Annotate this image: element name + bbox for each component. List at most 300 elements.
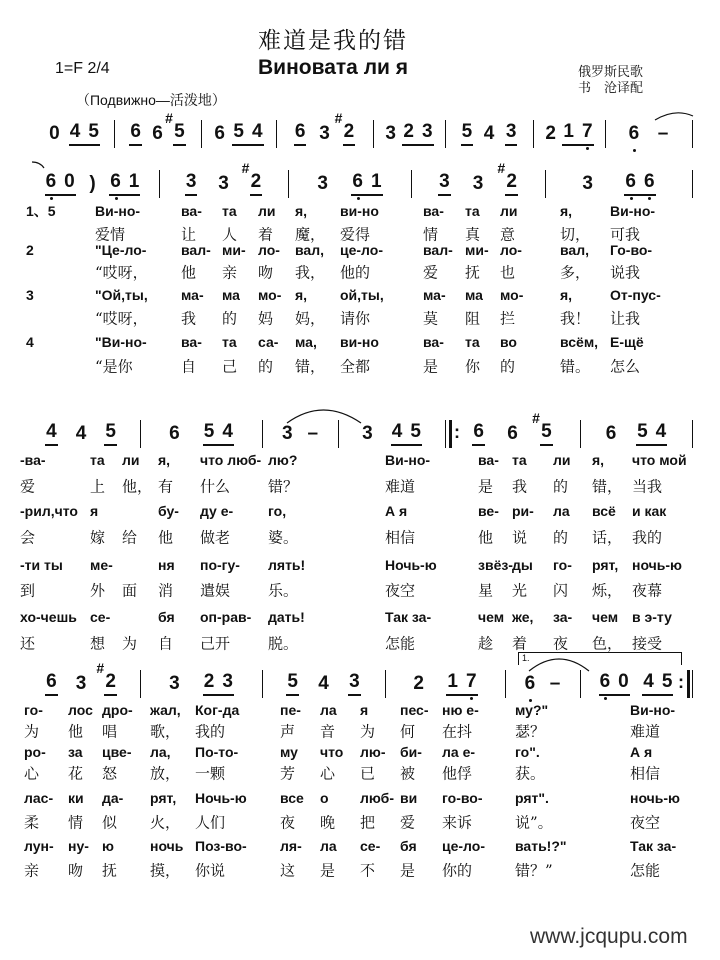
lyric-chinese: 情 [423,225,439,244]
lyric-chinese: 摸， [150,861,181,880]
lyric-russian: ночь [150,838,184,854]
measure [379,120,439,146]
key-time-signature: 1=F 2/4 [55,60,110,77]
note-group [45,172,76,196]
lyric-russian: ночь-ю [632,557,683,573]
lyric-chinese: 不 [360,861,376,880]
lyric-russian: се- [90,609,111,625]
note-group [361,424,374,446]
lyric-russian: ли [258,203,276,219]
barline [114,120,115,148]
note-group [506,424,519,446]
barline [262,670,263,698]
lyric-chinese: 抚 [465,263,481,282]
lyric-chinese: 来诉 [442,813,473,832]
lyric-chinese: 柔 [24,813,40,832]
note: 3 [582,173,593,194]
lyric-russian: бя [158,609,175,625]
note: 3 [281,423,293,444]
lyric-russian: ма, [295,334,317,350]
note: 3 [472,173,484,194]
note: 3 [169,673,180,694]
note-group [472,422,485,446]
measure [451,120,527,146]
lyric-chinese: 人们 [195,813,226,832]
lyric-russian: оп-рав- [200,609,252,625]
lyric-chinese: 让 [181,225,197,244]
note-group [605,424,618,446]
lyric-chinese: 这 [280,861,296,880]
lyric-russian: "Це-ло- [95,242,147,258]
lyric-russian: ма- [181,287,204,303]
note: 1 [371,171,382,192]
lyric-chinese: 他俘 [442,764,473,783]
lyric-chinese: 声 [280,722,296,741]
lyric-russian: же, [512,609,534,625]
note: 6 [45,171,57,192]
note: 5 [410,421,421,442]
lyric-chinese: 你说 [195,861,226,880]
lyric-russian: се- [360,838,381,854]
note: 5 # [532,410,552,442]
lyric-russian: пе- [280,702,301,718]
barline [338,420,339,448]
note: 6 [524,673,536,694]
note: 4 [655,421,667,442]
lyric-chinese: 色， [592,634,623,653]
note-group [402,122,433,146]
tempo-marking: （Подвижно—活泼地） [76,92,226,108]
measure [511,670,574,696]
lyric-chinese: 相信 [630,764,661,783]
measure [207,120,270,146]
lyric-russian: ой,ты, [340,287,384,303]
measure [344,420,439,446]
lyric-russian: ва- [478,452,499,468]
barline [445,120,446,148]
lyric-chinese: 你 [465,357,481,376]
lyric-russian: я, [295,287,308,303]
measure [268,670,379,696]
sharp-sign: # [165,110,173,126]
verse-number: 3 [26,287,34,303]
lyric-chinese: 嫁 [90,528,106,547]
note-group [165,110,186,146]
lyric-chinese: 是 [400,861,416,880]
lyric-chinese: 什么 [200,477,231,496]
lyric-russian: Ночь-ю [195,790,247,806]
lyric-chinese: 抚 [102,861,118,880]
note: 5 [105,421,116,442]
lyric-russian: лун- [24,838,54,854]
note-group [203,422,234,446]
lyric-russian: что [320,744,344,760]
lyric-russian: чем [592,609,619,625]
lyric-russian: ва- [181,334,202,350]
barline [140,670,141,698]
lyric-chinese: 消 [158,581,174,600]
note: 2 # [241,160,262,192]
lyric-russian: Ви-но- [385,452,431,468]
lyric-chinese: 的 [258,357,274,376]
note: 2 # [96,660,116,692]
lyric-russian: та [512,452,527,468]
lyric-russian: го- [553,557,572,573]
lyric-russian: А я [385,503,408,519]
measure [32,170,153,196]
note: 6 [169,423,180,444]
note: 4 [222,421,233,442]
note-group [45,422,58,446]
lyric-chinese: 切， [560,225,591,244]
note-group [168,674,181,696]
lyric-russian: бу- [158,503,179,519]
note: 3 [222,671,233,692]
note-group [45,672,58,696]
lyric-russian: та [222,334,237,350]
measure [40,120,108,146]
lyric-chinese: 星 [478,581,494,600]
lyric-chinese: 吻 [258,263,274,282]
note: 6 [605,423,617,444]
note-group [185,172,198,196]
note: 4 [318,673,329,694]
measure [268,420,332,446]
note-group [317,674,330,696]
lyric-russian: да- [102,790,124,806]
lyric-chinese: 已 [360,764,376,783]
lyric-russian: ли [122,452,140,468]
lyric-chinese: 外 [90,581,106,600]
lyric-chinese: 夜幕 [632,581,663,600]
lyric-chinese: 光 [512,581,528,600]
lyric-russian: По-то- [195,744,239,760]
lyric-chinese: 把 [360,813,376,832]
lyric-chinese: 阻 [465,309,481,328]
lyric-chinese: 趁 [478,634,494,653]
lyric-chinese: 给 [122,528,138,547]
lyric-chinese: 让我 [610,309,641,328]
barline [201,120,202,148]
note: 6 [644,171,655,192]
note: 0 [64,171,75,192]
tie-arc-continuation [32,160,46,170]
lyric-russian: ла е- [442,744,476,760]
lyric-chinese: 遣娱 [200,581,231,600]
note: 4 [75,423,87,444]
note-group [96,660,117,696]
note-group [168,424,181,446]
lyric-russian: за [68,744,83,760]
lyric-chinese: 全都 [340,357,371,376]
note-group [562,122,593,146]
lyric-chinese: 着 [512,634,528,653]
repeat-dots: : [678,672,684,692]
lyric-chinese: 的 [553,477,569,496]
lyric-russian: цве- [102,744,132,760]
lyric-chinese: 似 [102,813,118,832]
lyric-chinese: 到 [20,581,36,600]
lyric-chinese: 爱 [400,813,416,832]
note: 7 [582,121,593,142]
lyric-chinese: 脱。 [268,634,299,653]
lyric-russian: це-ло- [442,838,485,854]
note-group [318,124,331,146]
note-group [69,122,100,146]
note: 5 [461,121,473,142]
note: – [657,123,669,144]
lyric-chinese: 花 [68,764,84,783]
lyric-chinese: 说我 [610,263,641,282]
note-group [505,122,518,146]
lyric-chinese: 上 [90,477,106,496]
note: 4 [483,123,495,144]
lyric-chinese: 情 [68,813,84,832]
note: 6 [46,671,57,692]
lyric-chinese: 的 [222,309,238,328]
measure [417,160,539,196]
sharp-sign: # [497,160,506,176]
lyric-chinese: 难道 [630,722,661,741]
lyric-chinese: 何 [400,722,416,741]
lyric-chinese: 相信 [385,528,416,547]
note-group [213,124,226,146]
lyric-chinese: 我 [512,477,528,496]
barline [159,170,160,198]
note: 2 [403,121,414,142]
lyric-chinese: 他 [158,528,174,547]
lyric-chinese: 怎么 [610,357,641,376]
lyric-russian: ду е- [200,503,234,519]
lyric-chinese: 放， [150,764,181,783]
lyric-russian: всё [592,503,616,519]
note-group [348,672,361,696]
note-group [75,424,88,446]
lyric-russian: Поз-во- [195,838,247,854]
measure [294,170,405,196]
measure [391,670,499,696]
note-group [391,422,422,446]
lyric-russian: мо- [500,287,524,303]
note-group [446,672,477,696]
barline [580,420,581,448]
lyric-russian: -ва- [20,452,46,468]
barline [692,420,693,448]
lyric-chinese: 一颗 [195,764,226,783]
lyric-chinese: 己开 [200,634,231,653]
note: 4 [643,671,654,692]
measure [282,110,367,146]
note-group [438,172,451,196]
lyric-russian: ва- [423,334,444,350]
lyric-chinese: 爱 [20,477,36,496]
note: – [549,673,561,694]
lyric-russian: ви-но [340,203,379,219]
lyric-russian: го- [24,702,43,718]
lyric-chinese: 吻 [68,861,84,880]
note-group [316,174,329,196]
lyric-chinese: 面 [122,581,138,600]
note-group [48,124,61,146]
lyric-chinese: 闪 [553,581,569,600]
credit-origin: 俄罗斯民歌 [578,64,644,79]
lyric-chinese: 怒 [102,764,118,783]
lyric-chinese: 乐。 [268,581,299,600]
measure [551,170,686,196]
barline [533,120,534,148]
lyric-chinese: 婆。 [268,528,299,547]
lyric-russian: я, [158,452,171,468]
note-group [104,422,117,446]
lyric-russian: "Ой,ты, [95,287,148,303]
lyric-chinese: 获。 [515,764,546,783]
lyric-chinese: 魔， [295,225,326,244]
lyric-chinese: 多， [560,263,591,282]
barline [276,120,277,148]
barline [505,670,506,698]
sharp-sign: # [532,410,540,426]
lyric-chinese: 话， [592,528,623,547]
verse-number: 1、5 [26,203,56,219]
lyric-russian: рят, [150,790,177,806]
note-group [636,422,667,446]
lyric-russian: -ти ты [20,557,63,573]
repeat-dots: : [454,422,460,442]
lyric-chinese: “哎呀， [95,263,148,282]
lyric-russian: ви-но [340,334,379,350]
lyric-russian: Ког-да [195,702,240,718]
lyric-russian: ды [512,557,533,573]
note: 6 [625,171,636,192]
measure [611,120,686,146]
note-group [232,122,263,146]
lyric-chinese: 会 [20,528,36,547]
note: 3 [349,671,360,692]
note-group [642,672,673,696]
lyric-russian: ва- [181,203,202,219]
lyric-chinese: 的 [500,357,516,376]
volta-label: 1. [522,653,530,663]
note-group [217,174,230,196]
note: 2 [413,673,424,694]
lyric-russian: по-гу- [200,557,240,573]
lyric-chinese: 错， [295,357,326,376]
lyric-russian: я [90,503,99,519]
lyric-russian: А я [630,744,653,760]
lyric-russian: го-во- [442,790,483,806]
note: ) [89,173,96,194]
note-group [75,674,88,696]
lyric-chinese: 亲 [24,861,40,880]
lyric-russian: звёз- [478,557,513,573]
lyric-russian: Го-во- [610,242,653,258]
note: 2 [545,123,556,144]
lyric-russian: ла [553,503,570,519]
lyric-russian: все [280,790,304,806]
lyric-chinese: 可我 [610,225,641,244]
note: 5 [287,671,298,692]
measure [120,110,195,146]
lyric-russian: ли [500,203,518,219]
note: 3 [505,121,517,142]
lyric-russian: я, [295,203,308,219]
lyric-russian: ви [400,790,418,806]
note-group [351,172,382,196]
lyric-russian: ро- [24,744,46,760]
measure [451,410,574,446]
lyric-russian: ло- [500,242,522,258]
lyric-russian: чем [478,609,505,625]
lyric-russian: та [465,334,480,350]
note: 0 [618,671,629,692]
note: 3 [422,121,433,142]
lyric-russian: Ви-но- [95,203,141,219]
lyric-russian: му?" [515,702,549,718]
lyric-russian: ма- [423,287,446,303]
lyric-russian: ло- [258,242,280,258]
lyric-russian: я, [592,452,605,468]
barline [692,120,693,148]
barline [605,120,606,148]
note: 3 [75,673,87,694]
lyric-chinese: 心 [320,764,336,783]
note: 1 [563,121,574,142]
note: 1 [128,171,140,192]
lyric-russian: "Ви-но- [95,334,147,350]
lyric-russian: что мой [632,452,687,468]
measure [28,420,134,446]
verse-number: 2 [26,242,34,258]
note: 5 [88,121,99,142]
lyric-russian: го, [268,503,287,519]
verse-number: 4 [26,334,34,350]
lyric-russian: му [280,744,298,760]
measure [28,660,134,696]
lyric-russian: би- [400,744,422,760]
lyric-chinese: 意 [500,225,516,244]
lyric-chinese: 亲 [222,263,238,282]
lyric-russian: вал- [181,242,211,258]
note: 4 [252,121,263,142]
measure [539,120,599,146]
lyric-chinese: 爱 [423,263,439,282]
note-group [88,174,96,196]
note-group [628,124,641,146]
note: 6 [628,123,640,144]
note-group [599,672,630,696]
lyric-chinese: 莫 [423,309,439,328]
note: 3 [317,173,328,194]
note-group [461,122,474,146]
lyric-russian: за- [553,609,573,625]
note: 6 [507,423,518,444]
lyric-russian: лю- [360,744,386,760]
title-russian: Виновата ли я [258,56,409,79]
lyric-chinese: 爱得 [340,225,371,244]
lyric-chinese: 芳 [280,764,296,783]
lyric-russian: та [465,203,480,219]
measure [165,160,282,196]
lyric-russian: Е-щё [610,334,644,350]
barline [580,670,581,698]
lyric-chinese: 烁， [592,581,623,600]
note: 6 [599,671,611,692]
lyric-chinese: 在抖 [442,722,473,741]
lyric-chinese: 是 [423,357,439,376]
barline [385,670,386,698]
volta-bracket [518,652,682,665]
note-group [334,110,356,146]
